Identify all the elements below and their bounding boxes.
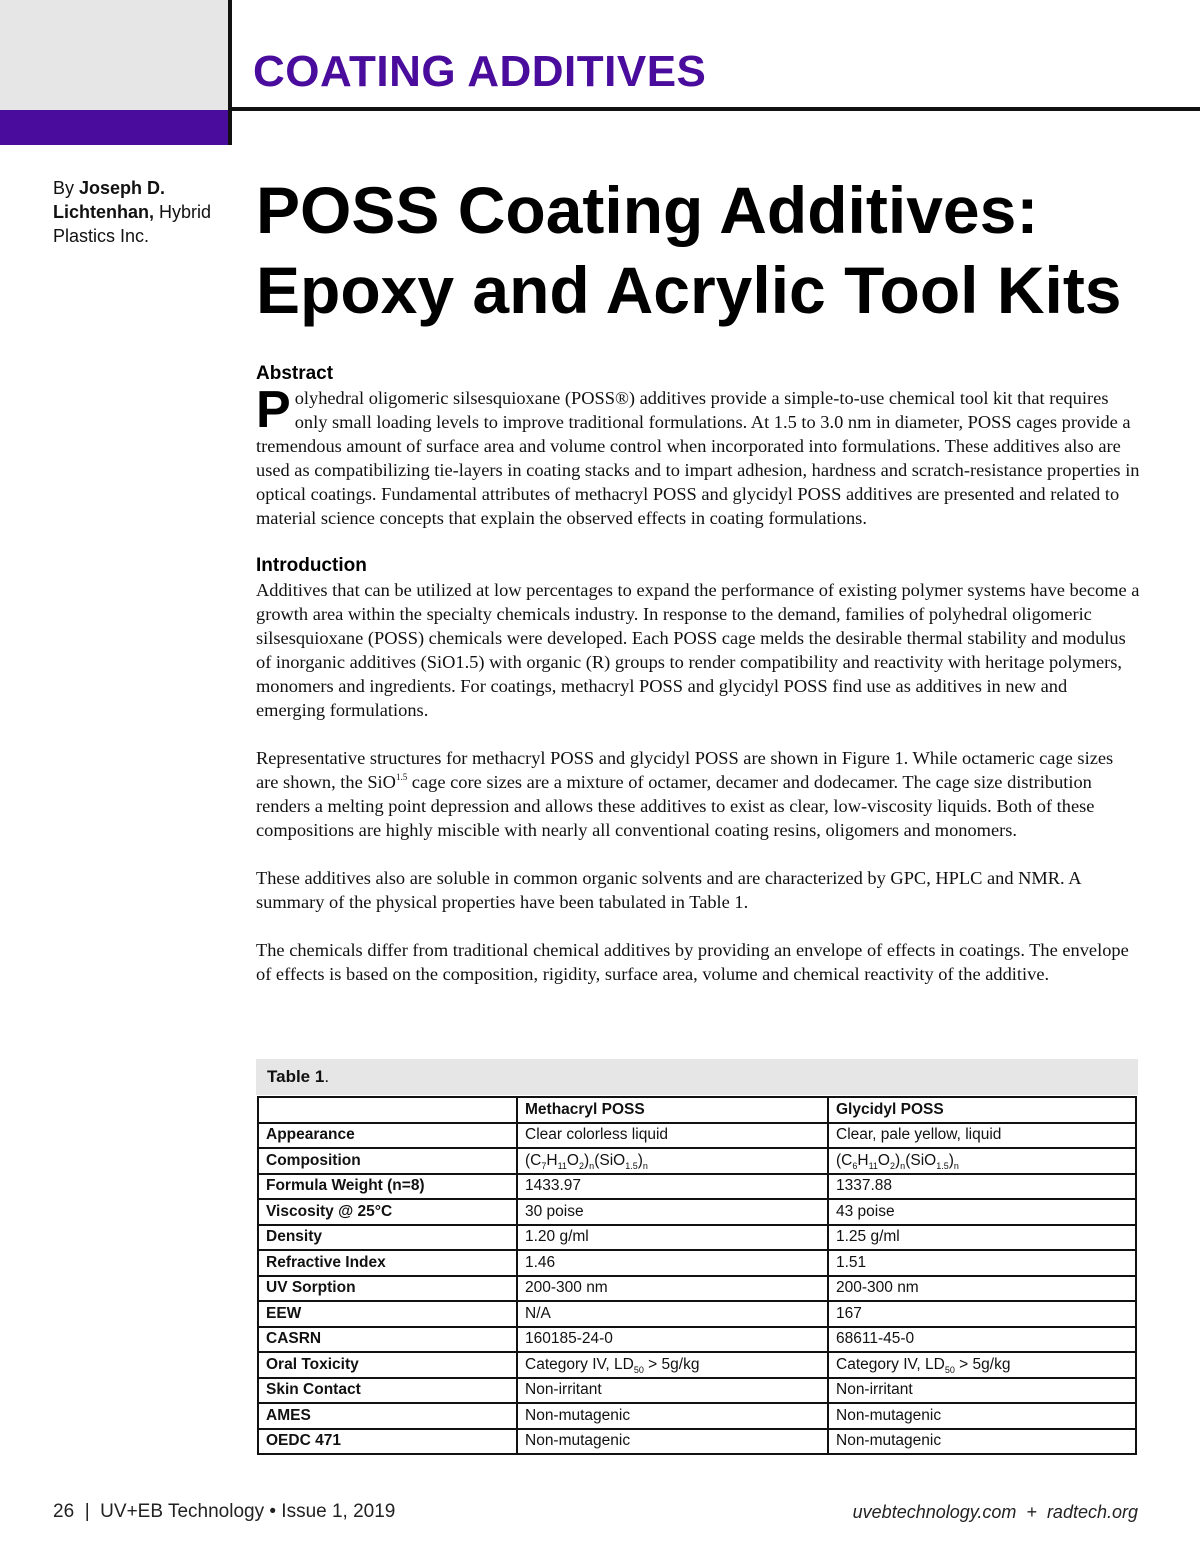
table-row-label: Density bbox=[258, 1225, 517, 1251]
table-row-label: Viscosity @ 25°C bbox=[258, 1199, 517, 1225]
table-row bbox=[258, 1276, 1136, 1302]
intro-paragraph-2-part-b: cage core sizes are a mixture of octamer, decamer and dodecamer. The cage size distribution renders a melting point depression and allows these additives to exist as clear, low-viscosity liquids. Both of these compositions are highly miscible with nearly all conventional coating resins, oligomers and monomers. bbox=[256, 772, 1095, 840]
table-cell: Non-irritant bbox=[828, 1378, 1136, 1404]
table-cell: Clear, pale yellow, liquid bbox=[828, 1123, 1136, 1149]
table-caption-label: Table 1 bbox=[267, 1067, 325, 1086]
table-row-label: OEDC 471 bbox=[258, 1429, 517, 1455]
table-cell: 1337.88 bbox=[828, 1174, 1136, 1200]
table-row-label: Skin Contact bbox=[258, 1378, 517, 1404]
table-row bbox=[258, 1123, 1136, 1149]
table-row-label: Composition bbox=[258, 1148, 517, 1174]
table-row bbox=[258, 1429, 1136, 1455]
intro-paragraph-4: The chemicals differ from traditional chemical additives by providing an envelope of effects in coatings. The envelope of effects is based on the composition, rigidity, surface area, volume and chemical reactivity of the additive. bbox=[256, 940, 1129, 984]
intro-paragraph-3: These additives also are soluble in common organic solvents and are characterized by GPC, HPLC and NMR. A summary of the physical properties have been tabulated in Table 1. bbox=[256, 868, 1081, 912]
table-row bbox=[258, 1403, 1136, 1429]
intro-paragraph-2 bbox=[256, 746, 1140, 842]
table-cell: Non-mutagenic bbox=[828, 1403, 1136, 1429]
table-row-label: Oral Toxicity bbox=[258, 1352, 517, 1378]
table-cell: 1.51 bbox=[828, 1250, 1136, 1276]
table-cell: $(C_7H_{11}O_2)_n(SiO_{1.5})_n$ bbox=[517, 1148, 828, 1174]
table-header-cell: Glycidyl POSS bbox=[828, 1097, 1136, 1123]
table-row bbox=[258, 1327, 1136, 1353]
table-cell: 43 poise bbox=[828, 1199, 1136, 1225]
table-cell: $(C_6H_{11}O_2)_n(SiO_{1.5})_n$ bbox=[828, 1148, 1136, 1174]
table-row-label: Formula Weight (n=8) bbox=[258, 1174, 517, 1200]
table-cell: Non-mutagenic bbox=[517, 1403, 828, 1429]
table-cell: 200-300 nm bbox=[517, 1276, 828, 1302]
table-row bbox=[258, 1301, 1136, 1327]
table-caption-rest: . bbox=[324, 1067, 330, 1086]
table-cell: Non-mutagenic bbox=[517, 1429, 828, 1455]
abstract-text: olyhedral oligomeric silsesquioxane (POSS®) additives provide a simple-to-use chemical tool kit that requires only small loading levels to improve traditional formulations. At 1.5 to 3.0 nm in diameter, POSS cages provide a tremendous amount of surface area and volume control when incorporated into formulations. These additives also are used as compatibilizing tie-layers in coating stacks and to impart adhesion, hardness and scratch-resistance properties in optical coatings. Fundamental attributes of methacryl POSS and glycidyl POSS additives are presented and related to material science concepts that explain the observed effects in coating formulations. bbox=[256, 388, 1140, 528]
table-row bbox=[258, 1148, 1136, 1174]
abstract-heading: Abstract bbox=[256, 363, 334, 384]
footer-websites: uvebtechnology.com + radtech.org bbox=[852, 1502, 1138, 1522]
table-cell: Category IV, $LD_{50} > 5g/kg$ bbox=[517, 1352, 828, 1378]
byline-affiliation: Hybrid Plastics Inc. bbox=[53, 202, 212, 246]
table-row bbox=[258, 1378, 1136, 1404]
table-row-label: CASRN bbox=[258, 1327, 517, 1353]
table-cell: Non-irritant bbox=[517, 1378, 828, 1404]
table-row-label: EEW bbox=[258, 1301, 517, 1327]
header-grey-block bbox=[0, 0, 228, 110]
table-row bbox=[258, 1225, 1136, 1251]
table-row bbox=[258, 1250, 1136, 1276]
drop-cap: P bbox=[256, 381, 291, 439]
table-cell: 68611-45-0 bbox=[828, 1327, 1136, 1353]
table-cell: 167 bbox=[828, 1301, 1136, 1327]
intro-paragraph-2-part-a: Representative structures for methacryl POSS and glycidyl POSS are shown in Figure 1. While octameric cage sizes are shown, the SiO bbox=[256, 748, 1114, 792]
header-horizontal-rule bbox=[232, 107, 1200, 111]
table-row bbox=[258, 1199, 1136, 1225]
byline bbox=[53, 176, 238, 248]
footer-page-info: 26 | UV+EB Technology • Issue 1, 2019 bbox=[53, 1501, 396, 1522]
table-row bbox=[258, 1352, 1136, 1378]
table-cell: 160185-24-0 bbox=[517, 1327, 828, 1353]
article-title-line-2: Epoxy and Acrylic Tool Kits bbox=[256, 253, 1122, 327]
table-cell: N/A bbox=[517, 1301, 828, 1327]
table-caption bbox=[256, 1059, 1138, 1095]
table-header-cell bbox=[258, 1097, 517, 1123]
introduction-heading: Introduction bbox=[256, 555, 367, 576]
table-row bbox=[258, 1174, 1136, 1200]
table-row-label: Appearance bbox=[258, 1123, 517, 1149]
table-row-label: UV Sorption bbox=[258, 1276, 517, 1302]
table-cell: Clear colorless liquid bbox=[517, 1123, 828, 1149]
byline-prefix: By bbox=[53, 178, 80, 198]
header-vertical-rule bbox=[228, 0, 232, 145]
abstract-paragraph bbox=[256, 381, 1140, 530]
byline-author: Joseph D. Lichtenhan, bbox=[53, 178, 166, 222]
header-purple-bar bbox=[0, 110, 228, 145]
table-1 bbox=[256, 1059, 1138, 1455]
table-header-row bbox=[258, 1097, 1136, 1123]
table-row-label: AMES bbox=[258, 1403, 517, 1429]
table-header-cell: Methacryl POSS bbox=[517, 1097, 828, 1123]
article-body bbox=[256, 362, 1140, 986]
table-cell: 30 poise bbox=[517, 1199, 828, 1225]
table-cell: Category IV, $LD_{50} > 5g/kg$ bbox=[828, 1352, 1136, 1378]
table-row-label: Refractive Index bbox=[258, 1250, 517, 1276]
table-cell: Non-mutagenic bbox=[828, 1429, 1136, 1455]
article-title bbox=[256, 170, 1176, 330]
table-cell: 1.25 g/ml bbox=[828, 1225, 1136, 1251]
table-cell: 1.46 bbox=[517, 1250, 828, 1276]
table-cell: 1433.97 bbox=[517, 1174, 828, 1200]
section-label: COATING ADDITIVES bbox=[253, 47, 707, 96]
table-cell: 1.20 g/ml bbox=[517, 1225, 828, 1251]
properties-table bbox=[257, 1096, 1137, 1455]
article-title-line-1: POSS Coating Additives: bbox=[256, 173, 1039, 247]
table-cell: 200-300 nm bbox=[828, 1276, 1136, 1302]
intro-paragraph-1: Additives that can be utilized at low percentages to expand the performance of existing polymer systems have become a growth area within the specialty chemicals industry. In response to the demand, families of polyhedral oligomeric silsesquioxane (POSS) chemicals were developed. Each POSS cage melds the desirable thermal stability and modulus of inorganic additives (SiO1.5) with organic (R) groups to render compatibility and reactivity with heritage polymers, monomers and ingredients. For coatings, methacryl POSS and glycidyl POSS find use as additives in new and emerging formulations. bbox=[256, 580, 1140, 720]
intro-paragraph-2-superscript: 1.5 bbox=[395, 772, 408, 782]
